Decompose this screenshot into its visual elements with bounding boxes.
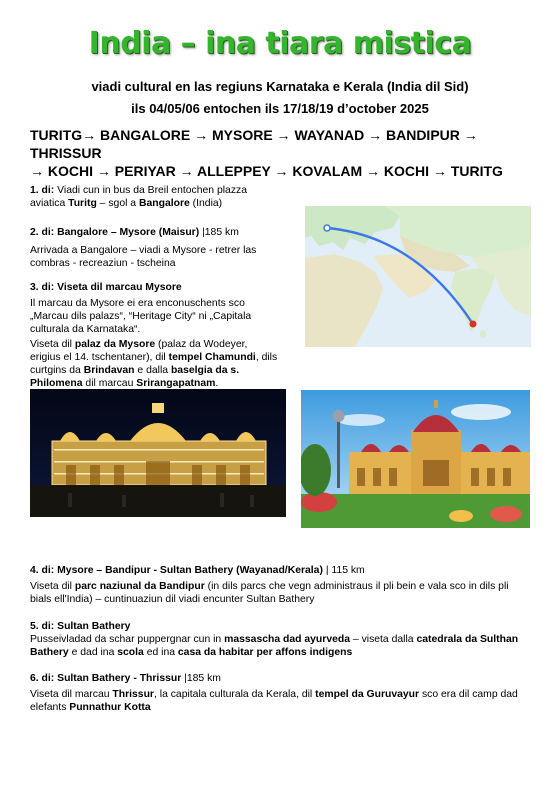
route-map-graphic: [305, 206, 531, 347]
day-2-text: Arrivada a Bangalore – viadi a Mysore - retrer las combras - recreaziun - tscheina: [30, 245, 257, 269]
subtitle-dates: ils 04/05/06 entochen ils 17/18/19 d’october 2025: [131, 101, 429, 116]
day-6-heading: 6. di: Sultan Bathery - Thrissur: [30, 673, 182, 684]
day-4: [30, 564, 530, 606]
day-3: [30, 281, 280, 390]
day-3-intro: Il marcau da Mysore ei era enconuschents sco „Marcau dils palazs“, “Heritage City“ ni „Capitala culturala da Karnataka“.: [30, 298, 252, 335]
route-line-2: → KOCHI → PERIYAR → ALLEPPEY → KOVALAM → KOCHI → TURITG: [30, 163, 503, 179]
route-map: [305, 206, 531, 347]
day-4-text: Viseta dil parc naziunal da Bandipur (in dils parcs che vegn administraus il pli bein e vala sco in dils pli bials ell'India) – cuntinuaziun dil viadi encunter Sultan Bathery: [30, 581, 509, 605]
map-marker-destination-icon: [470, 321, 477, 328]
day-4-heading: 4. di: Mysore – Bandipur - Sultan Bathery (Wayanad/Kerala): [30, 565, 323, 576]
day-5: [30, 620, 530, 659]
day-1: 1. di: Viadi cun in bus da Breil entochen plazza aviatica Turitg – sgol a Bangalore (India): [30, 185, 247, 209]
day-2: [30, 226, 280, 270]
mysore-palace-night-photo: [30, 389, 286, 517]
day-2-distance: |185 km: [199, 227, 239, 238]
day-6-text: Viseta dil marcau Thrissur, la capitala culturala da Kerala, dil tempel da Guruvayur sco era dil camp dad elefants Punnathur Kotta: [30, 689, 518, 713]
route-summary: [30, 126, 530, 180]
day-6-distance: |185 km: [181, 673, 221, 684]
day-6: [30, 672, 530, 714]
day-2-heading: 2. di: Bangalore – Mysore (Maisur): [30, 227, 200, 238]
subtitle-regions: viadi cultural en las regiuns Karnataka e Kerala (India dil Sid): [91, 79, 469, 94]
route-line-1: TURITG→ BANGALORE → MYSORE → WAYANAD → BANDIPUR → THRISSUR: [30, 127, 478, 161]
day-3-visits: Viseta dil palaz da Mysore (palaz da Wodeyer, erigius el 14. tschentaner), dil tempel Chamundi, dils curtgins da Brindavan e dalla baselgia da s. Philomena dil marcau Srirangapatnam.: [30, 339, 278, 389]
page-title: India – ina tiara mistica: [88, 26, 472, 61]
map-marker-origin-icon: [324, 225, 330, 231]
day-3-heading: 3. di: Viseta dil marcau Mysore: [30, 282, 182, 293]
day-4-distance: | 115 km: [322, 565, 365, 576]
mysore-palace-day-photo: [301, 390, 530, 528]
day-5-text: Pusseivladad da schar puppergnar cun in massascha dad ayurveda – viseta dalla catedrala da Sulthan Bathery e dad ina scola ed ina casa da habitar per affons indigens: [30, 634, 519, 658]
day-5-heading: 5. di: Sultan Bathery: [30, 621, 131, 632]
day-1-heading: 1. di:: [30, 185, 55, 196]
